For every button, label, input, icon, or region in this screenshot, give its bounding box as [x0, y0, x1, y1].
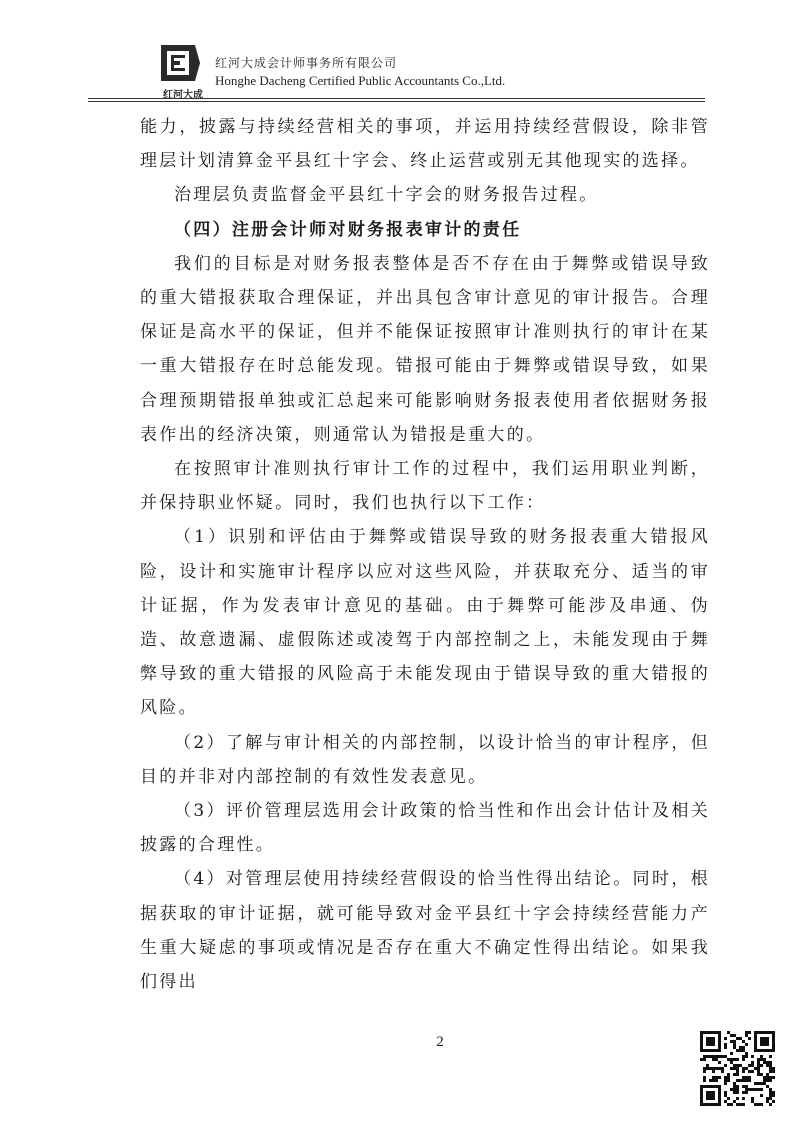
paragraph-governance: 治理层负责监督金平县红十字会的财务报告过程。: [174, 185, 599, 206]
page-header: [155, 42, 715, 102]
list-item-3: （3）评价管理层选用会计政策的恰当性和作出会计估计及相关披露的合理性。: [140, 801, 710, 856]
list-item-2: （2）了解与审计相关的内部控制，以设计恰当的审计程序，但目的并非对内部控制的有效性发表意见。: [140, 732, 710, 787]
page-number: 2: [436, 1034, 444, 1050]
firm-name-en: Honghe Dacheng Certified Public Accountants Co.,Ltd.: [215, 73, 506, 88]
logo-text: 红河大成: [163, 90, 203, 101]
document-body: [140, 110, 710, 999]
list-item-4: （4）对管理层使用持续经营假设的恰当性得出结论。同时，根据获取的审计证据，就可能导致对金平县红十字会持续经营能力产生重大疑虑的事项或情况是否存在重大不确定性得出结论。如果我们得出: [140, 869, 710, 993]
list-item-1: （1）识别和评估由于舞弊或错误导致的财务报表重大错报风险，设计和实施审计程序以应对这些风险，并获取充分、适当的审计证据，作为发表审计意见的基础。由于舞弊可能涉及串通、伪造、故意遗漏、虚假陈述或凌驾于内部控制之上，未能发现由于舞弊导致的重大错报的风险高于未能发现由于错误导致的重大错报的风险。: [140, 527, 710, 719]
paragraph-audit-objective: 我们的目标是对财务报表整体是否不存在由于舞弊或错误导致的重大错报获取合理保证，并出具包含审计意见的审计报告。合理保证是高水平的保证，但并不能保证按照审计准则执行的审计在某一重大错报存在时总能发现。错报可能由于舞弊或错误导致，如果合理预期错报单独或汇总起来可能影响财务报表使用者依据财务报表作出的经济决策，则通常认为错报是重大的。: [140, 253, 710, 445]
header-rule: [88, 98, 705, 99]
header-rule-double: [88, 101, 705, 102]
firm-name-cn: 红河大成会计师事务所有限公司: [215, 56, 398, 70]
qr-code-icon: [700, 1031, 775, 1106]
paragraph-professional-judgment: 在按照审计准则执行审计工作的过程中，我们运用职业判断，并保持职业怀疑。同时，我们也执行以下工作：: [140, 459, 710, 514]
paragraph-going-concern: 能力，披露与持续经营相关的事项，并运用持续经营假设，除非管理层计划清算金平县红十字会、终止运营或别无其他现实的选择。: [140, 117, 710, 172]
section-heading: （四）注册会计师对财务报表审计的责任: [174, 219, 522, 240]
